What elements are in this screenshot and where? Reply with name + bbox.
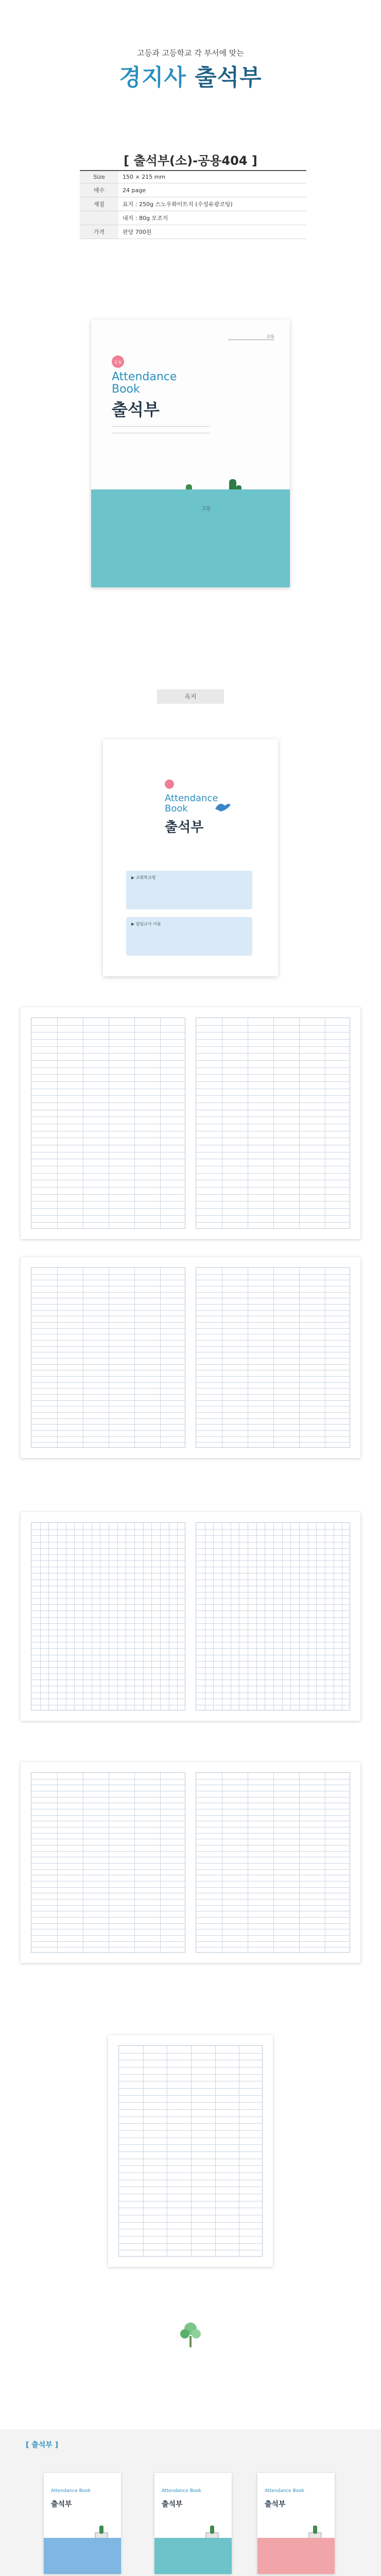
cover-image: [91, 319, 290, 587]
product-card[interactable]: [257, 2473, 335, 2574]
product-section-label: [ 출석부 ]: [26, 2441, 59, 2449]
bird-icon: [214, 799, 232, 814]
cover-badge-text: 공용: [114, 360, 122, 365]
cover-meta-lines: [112, 421, 210, 433]
school-name-label: ▶ 교회학교명: [131, 875, 156, 880]
form-grid: [196, 1522, 350, 1710]
inner-spread-page: [21, 1512, 360, 1721]
inner-spread-page: [21, 1007, 360, 1239]
product-title-en: Attendance Book: [162, 2488, 201, 2494]
inner-title-en: Attendance Book: [165, 793, 218, 814]
spec-row: [80, 183, 306, 197]
product-title-en: Attendance Book: [265, 2488, 304, 2494]
product-band: [154, 2538, 232, 2574]
product-band: [44, 2538, 121, 2574]
form-grid: [196, 1267, 350, 1448]
cover-title-en: Attendance Book: [112, 370, 177, 396]
header-title-part2: 출석부: [195, 64, 262, 91]
spec-key: 매수: [80, 183, 118, 197]
product-title-ko: 출석부: [51, 2500, 72, 2509]
inner-spread-page: [21, 1257, 360, 1458]
inner-spread-page: [21, 1762, 360, 1963]
header-title-part1: 경지사: [119, 64, 186, 91]
spec-value: 150 × 215 mm: [118, 171, 306, 183]
inner-spread-page: [108, 2035, 273, 2267]
product-card[interactable]: [44, 2473, 121, 2574]
spec-value: 내지 : 80g 모조지: [118, 211, 306, 225]
form-grid: [31, 1522, 185, 1710]
form-grid: [31, 1772, 185, 1953]
spec-value: 판당 700원: [118, 225, 306, 239]
spec-value: 표지 : 250g 스노우화이트지 (수성유광코팅): [118, 197, 306, 211]
form-grid: [118, 2045, 263, 2257]
form-grid: [196, 1772, 350, 1953]
cover-title-ko: 출석부: [112, 400, 160, 419]
product-title-ko: 출석부: [162, 2500, 183, 2509]
spec-row: [80, 211, 306, 225]
spec-key: 재질: [80, 197, 118, 211]
spec-row: [80, 171, 306, 183]
inner-pages-label: 속지: [157, 689, 224, 704]
inner-badge-icon: [165, 779, 174, 789]
cover-label-line: 고등: [228, 334, 274, 340]
product-band: [257, 2538, 335, 2574]
tree-icon: [178, 2318, 203, 2349]
product-title-ko: 출석부: [265, 2500, 286, 2509]
cover-badge: [112, 355, 124, 368]
form-grid: [31, 1267, 185, 1448]
form-grid: [31, 1018, 185, 1229]
teacher-name-label: ▶ 담임교사 이름: [131, 922, 161, 926]
spec-value: 24 page: [118, 183, 306, 197]
spec-key: Size: [80, 171, 118, 183]
header-title: [0, 59, 381, 92]
spec-key: 가격: [80, 225, 118, 239]
teacher-name-field: [126, 917, 252, 956]
spec-table: [80, 170, 306, 239]
cover-school-label: 고등: [202, 506, 211, 512]
inner-title-page: [103, 739, 278, 976]
spec-key: [80, 211, 118, 225]
spec-row: [80, 197, 306, 211]
spec-title: [ 출석부(소)-공용404 ]: [124, 154, 257, 168]
form-grid: [196, 1018, 350, 1229]
inner-title-ko: 출석부: [165, 820, 204, 835]
spec-row: [80, 225, 306, 239]
school-name-field: [126, 871, 252, 909]
header-subtitle: 고등과 고등학교 각 부서에 맞는: [137, 48, 244, 58]
cover-band: [91, 489, 290, 587]
product-card[interactable]: [154, 2473, 232, 2574]
product-title-en: Attendance Book: [51, 2488, 91, 2494]
